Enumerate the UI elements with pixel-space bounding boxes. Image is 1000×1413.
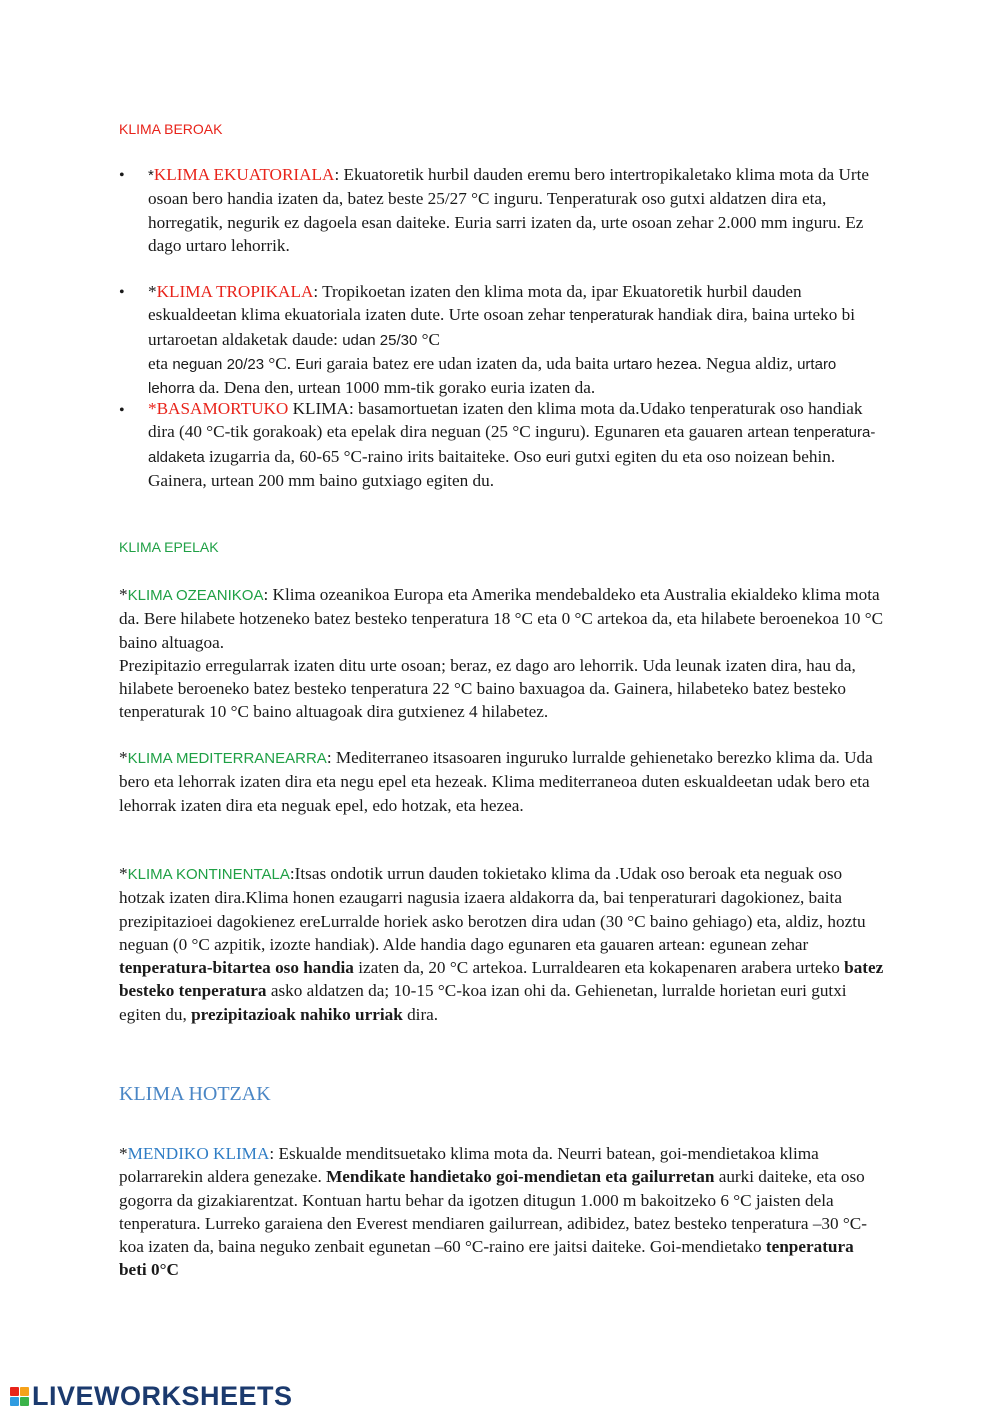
- paragraph-ozeanikoa: [119, 583, 884, 724]
- bold-segment: prezipitazioak nahiko urriak: [191, 1004, 403, 1024]
- logo-text: LIVEWORKSHEETS: [32, 1380, 293, 1411]
- label-ekuatoriala: KLIMA EKUATORIALA: [153, 165, 335, 184]
- paragraph-ekuatoriala: [148, 163, 883, 257]
- paragraph-basamortuko: [148, 397, 883, 492]
- text-segment: : Tropikoetan izaten den klima mota da, ipar Ekuatoretik hurbil dauden eskualdeetan klima ekuatoriala izaten dute. Urte osoan zehar: [148, 282, 802, 325]
- text-segment: Euri: [295, 355, 323, 373]
- star-mark: *: [119, 585, 128, 604]
- section-heading-temperate: KLIMA EPELAK: [119, 539, 219, 555]
- text-segment: : Mediterraneo itsasoaren inguruko lurralde gehienetako berezko klima da. Uda bero eta lehorrak izaten dira eta negu epel eta hezeak. Klima mediterraneoa duten eskualdeetan udak bero eta lehorrak izaten dira eta neguak epel, edo hotzak, eta hezea.: [119, 748, 873, 815]
- star-mark: *: [119, 864, 128, 883]
- text-segment: urtaro lehorra: [148, 355, 837, 398]
- text-segment: izaten da, 20 °C artekoa. Lurraldearen eta kokapenaren arabera urteko: [353, 958, 845, 978]
- label-basamortuko: *BASAMORTUKO: [148, 399, 289, 418]
- text-segment: gutxi egiten du eta oso noizean behin. Gainera, urtean 200 mm baino gutxiago egiten du.: [148, 446, 836, 490]
- section-heading-hot: KLIMA BEROAK: [119, 121, 223, 137]
- text-segment: garaia batez ere udan izaten da, uda baita: [322, 353, 614, 373]
- text-segment: tenperaturak: [569, 307, 654, 325]
- text-segment: handiak dira, baina urteko bi urtaroetan aldaketak daude:: [148, 305, 856, 349]
- text-segment: KLIMA: basamortuetan izaten den klima mota da.Udako tenperaturak oso handiak dira (40 °C-tik gorakoak) eta epelak dira neguan (25 °C inguru). Egunaren eta gauaren artean: [148, 399, 863, 442]
- text-segment: da. Dena den, urtean 1000 mm-tik gorako euria izaten da.: [194, 378, 596, 398]
- star-mark: *: [148, 282, 157, 301]
- bullet-dot: •: [119, 167, 125, 184]
- paragraph-kontinentala: [119, 862, 884, 1026]
- bullet-dot: •: [119, 402, 125, 419]
- bold-segment: tenperatura beti 0°C: [119, 1237, 854, 1280]
- text-segment: °C.: [264, 353, 296, 373]
- logo-block: [20, 1397, 29, 1406]
- text-segment: Prezipitazio erregularrak izaten ditu urte osoan; beraz, ez dago aro lehorrik. Uda leunak izaten dira, hau da, hilabete beroeneko batez besteko tenperatura 22 °C baino baxuagoa da. Gainera, hilabeteko batez besteko tenperaturak 10 °C baino altuagoak dira gutxienez 4 hilabetez.: [119, 655, 856, 722]
- label-mendiko: MENDIKO KLIMA: [127, 1144, 270, 1163]
- text-segment: izugarria da, 60-65 °C-raino irits baitaiteke. Oso: [204, 446, 546, 466]
- text-segment: : Eskualde menditsuetako klima mota da. Neurri batean, goi-mendietakoa klima polarrarekin aldera genezake.: [119, 1144, 819, 1187]
- text-segment: euri: [545, 448, 571, 466]
- logo-block: [10, 1397, 19, 1406]
- text-segment: neguan 20/23: [172, 355, 265, 373]
- text-segment: eta: [148, 353, 173, 373]
- text-segment: urtaro hezea: [613, 355, 698, 373]
- paragraph-mediterranearra: [119, 746, 884, 817]
- text-segment: :Itsas ondotik urrun dauden tokietako klima da .Udak oso beroak eta neguak oso hotzak izaten dira.Klima honen ezaugarri nagusia izaera aldakorra da, bai tenperaturari dagokionez, baita prezipitazioei dagokienez ereLurralde horiek asko berotzen dira udan (30 °C baino gehiago) eta, aldiz, hoztu neguan (0 °C azpitik, izozte handiak). Alde handia dago egunaren eta gauaren artean: egunean zehar: [119, 864, 866, 954]
- text-ekuatoriala: : Ekuatoretik hurbil dauden eremu bero intertropikaletako klima mota da Urte osoan bero handia izaten da, batez beste 25/27 °C inguru. Tenperaturak oso gutxi aldatzen dira eta, horregatik, negurik ez dagoela esan daiteke. Euria sarri izaten da, urte osoan zehar 2.000 mm inguru. Ez dago urtaro lehorrik.: [148, 165, 870, 255]
- star-mark: *: [148, 167, 154, 184]
- label-ozeanikoa: KLIMA OZEANIKOA: [127, 587, 264, 604]
- logo-blocks-icon: [10, 1387, 29, 1406]
- star-mark: *: [119, 1144, 128, 1163]
- paragraph-mendiko: [119, 1142, 884, 1282]
- bold-segment: tenperatura-bitartea oso handia: [119, 958, 354, 978]
- text-segment: udan 25/30: [342, 331, 418, 349]
- text-segment: . Negua aldiz,: [697, 353, 798, 373]
- label-tropikala: KLIMA TROPIKALA: [156, 282, 314, 301]
- text-segment: °C: [417, 329, 440, 349]
- liveworksheets-logo[interactable]: [10, 1380, 293, 1412]
- bullet-dot: •: [119, 284, 125, 301]
- paragraph-tropikala: [148, 280, 883, 400]
- text-segment: : Klima ozeanikoa Europa eta Amerika mendebaldeko eta Australia ekialdeko klima mota da. Bere hilabete hotzeneko batez besteko tenperatura 18 °C eta 0 °C artekoa da, eta hilabete beroenekoa 10 °C baino altuagoa.: [119, 585, 884, 652]
- section-heading-cold: KLIMA HOTZAK: [119, 1083, 271, 1105]
- bold-segment: Mendikate handietako goi-mendietan eta gailurretan: [326, 1167, 715, 1187]
- star-mark: *: [119, 748, 128, 767]
- text-segment: asko aldatzen da; 10-15 °C-koa izan ohi da. Gehienetan, lurralde horietan euri gutxi egiten du,: [119, 981, 847, 1024]
- text-segment: tenperatura-aldaketa: [148, 424, 876, 466]
- text-segment: aurki daiteke, eta oso gogorra da gizakiarentzat. Kontuan hartu behar da igotzen ditugun 1.000 m bakoitzeko 6 °C jaisten dela tenperatura. Lurreko garaiena den Everest mendiaren gailurrean, adibidez, batez besteko tenperatura –30 °C-koa izaten da, baina neguko zenbait egunetan –60 °C-raino ere jaitsi daiteke. Goi-mendietako: [119, 1167, 867, 1257]
- label-mediterranearra: KLIMA MEDITERRANEARRA: [127, 750, 327, 767]
- logo-block: [10, 1387, 19, 1396]
- logo-block: [20, 1387, 29, 1396]
- label-kontinentala: KLIMA KONTINENTALA: [127, 866, 290, 883]
- bold-segment: batez besteko tenperatura: [119, 958, 884, 1001]
- text-segment: dira.: [402, 1004, 439, 1024]
